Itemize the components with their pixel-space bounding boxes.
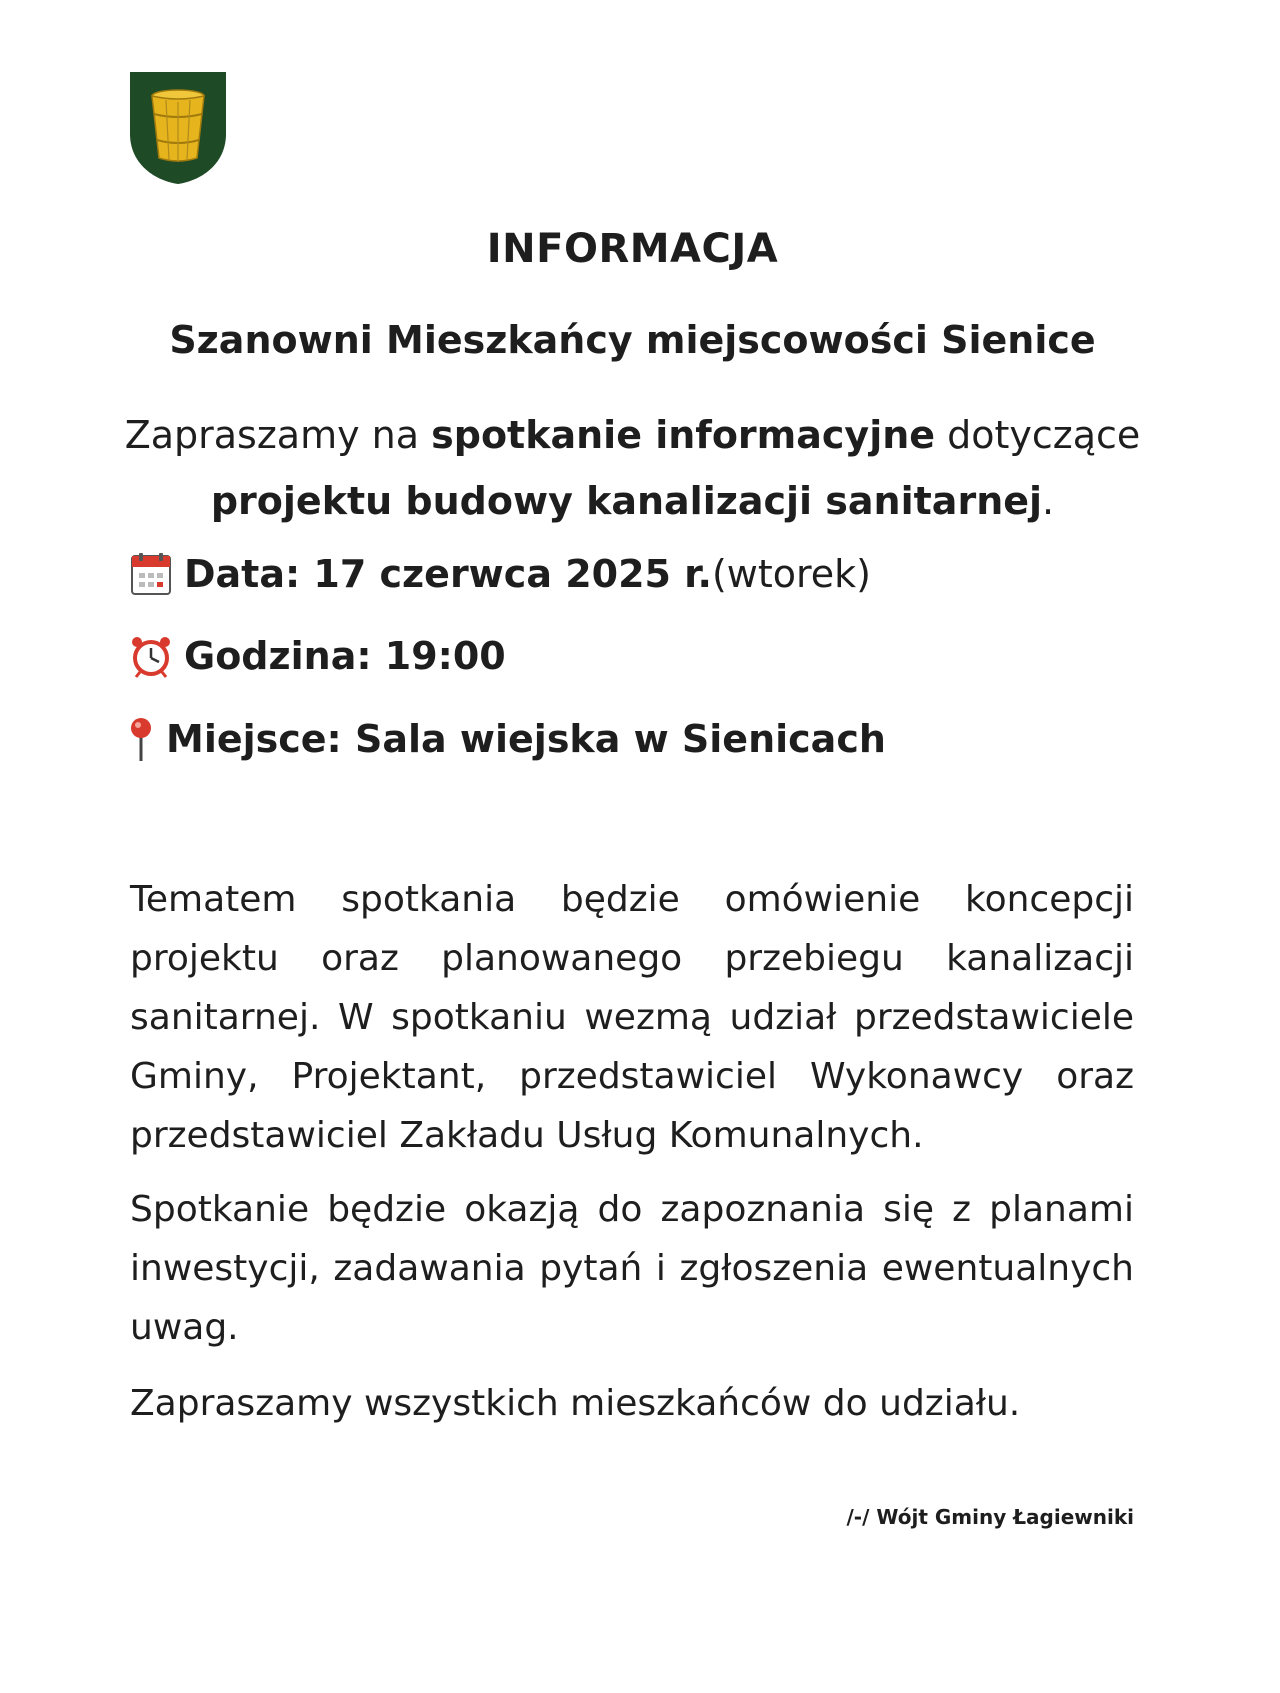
coat-of-arms-icon bbox=[130, 72, 226, 184]
calendar-icon bbox=[130, 552, 172, 596]
body-paragraph-opportunity: Spotkanie będzie okazją do zapoznania się z planami inwestycji, zadawania pytań i zgłoszenia ewentualnych uwag. bbox=[130, 1189, 1134, 1348]
body-paragraph-closing: Zapraszamy wszystkich mieszkańców do udziału. bbox=[130, 1383, 1021, 1424]
signature: /-/ Wójt Gminy Łagiewniki bbox=[846, 1505, 1134, 1529]
invitation-middle: dotyczące bbox=[935, 413, 1141, 457]
invitation-suffix: . bbox=[1042, 479, 1055, 523]
invitation-text bbox=[110, 402, 1155, 534]
barrel-icon bbox=[152, 90, 204, 162]
location-pin-icon bbox=[128, 716, 154, 762]
body-paragraph-topic: Tematem spotkania będzie omówienie koncepcji projektu oraz planowanego przebiegu kanalizacji sanitarnej. W spotkaniu wezmą udział przedstawiciele Gminy, Projektant, przedstawiciel Wykonawcy oraz przedstawiciel Zakładu Usług Komunalnych. bbox=[130, 879, 1134, 1156]
invitation-bold-2: projektu budowy kanalizacji sanitarnej bbox=[210, 479, 1043, 523]
date-weekday: (wtorek) bbox=[711, 552, 871, 596]
meeting-date bbox=[130, 552, 871, 596]
meeting-place bbox=[128, 716, 886, 762]
alarm-clock-icon bbox=[130, 634, 172, 678]
invitation-prefix: Zapraszamy na bbox=[124, 413, 432, 457]
invitation-bold-1: spotkanie informacyjne bbox=[431, 413, 936, 457]
place-label: Miejsce: Sala wiejska w Sienicach bbox=[166, 717, 886, 761]
date-label: Data: 17 czerwca 2025 r. bbox=[184, 552, 712, 596]
page-title: INFORMACJA bbox=[486, 226, 779, 272]
meeting-time bbox=[130, 634, 506, 678]
salutation: Szanowni Mieszkańcy miejscowości Sienice bbox=[169, 318, 1096, 362]
time-label: Godzina: 19:00 bbox=[184, 634, 506, 678]
